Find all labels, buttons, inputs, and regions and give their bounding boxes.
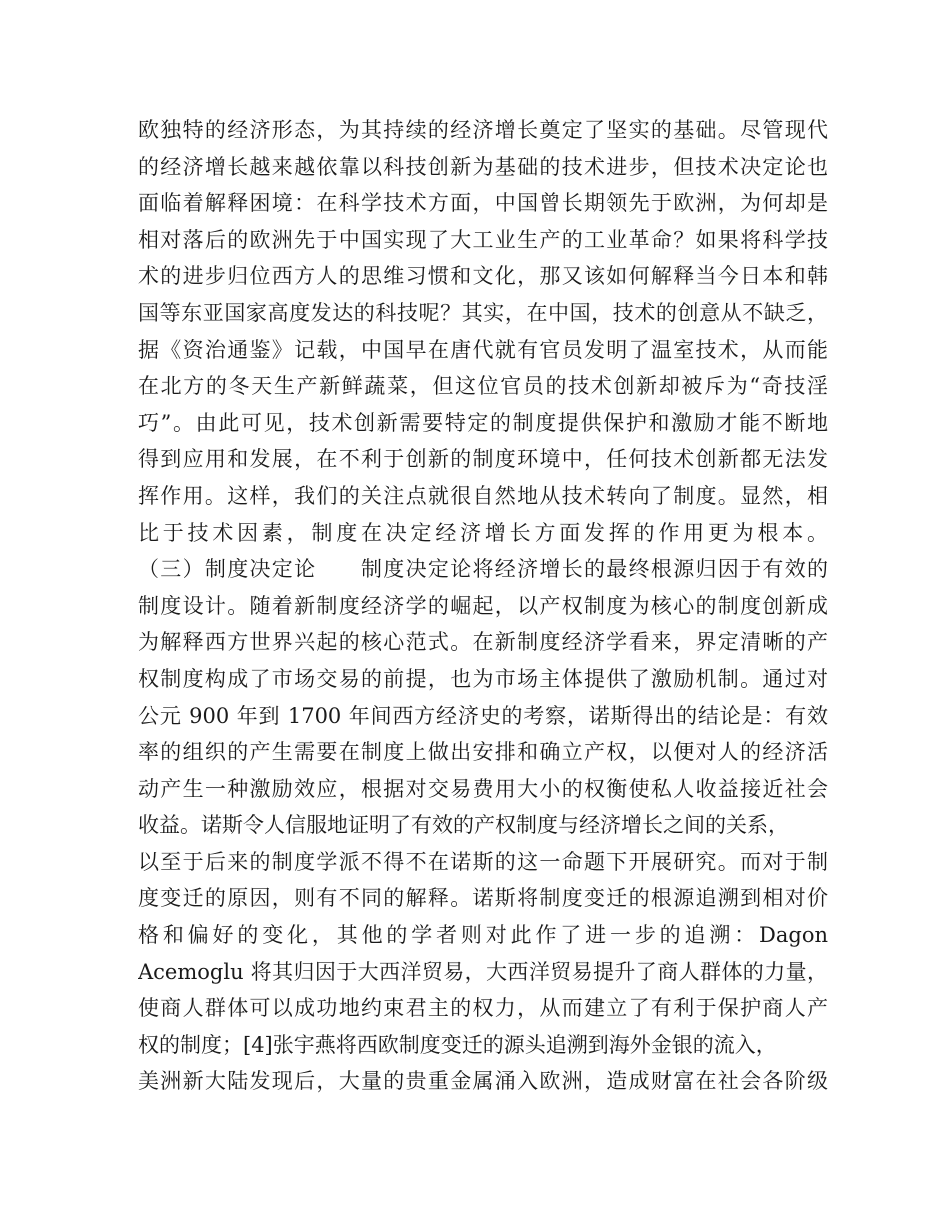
text-line: 术的进步归位西方人的思维习惯和文化，那又该如何解释当今日本和韩 [138, 264, 828, 289]
text-line: 权制度构成了市场交易的前提，也为市场主体提供了激励机制。通过对 [138, 666, 828, 691]
text-line: 公元 900 年到 1700 年间西方经济史的考察，诺斯得出的结论是：有效 [138, 703, 828, 728]
text-line: 在北方的冬天生产新鲜蔬菜，但这位官员的技术创新却被斥为“奇技淫 [138, 374, 828, 399]
text-line: 美洲新大陆发现后，大量的贵重金属涌入欧洲，造成财富在社会各阶级 [138, 1069, 828, 1094]
text-line: 使商人群体可以成功地约束君主的权力，从而建立了有利于保护商人产 [138, 996, 828, 1021]
text-line: （三）制度决定论 制度决定论将经济增长的最终根源归因于有效的 [138, 557, 828, 582]
text-line: 得到应用和发展，在不利于创新的制度环境中，任何技术创新都无法发 [138, 447, 828, 472]
text-line: 率的组织的产生需要在制度上做出安排和确立产权，以便对人的经济活 [138, 740, 828, 765]
text-line: 面临着解释困境：在科学技术方面，中国曾长期领先于欧洲，为何却是 [138, 191, 828, 216]
text-line: 格和偏好的变化，其他的学者则对此作了进一步的追溯：Dagon [138, 923, 828, 948]
text-line: 比于技术因素，制度在决定经济增长方面发挥的作用更为根本。 [138, 520, 828, 545]
text-line: 挥作用。这样，我们的关注点就很自然地从技术转向了制度。显然，相 [138, 483, 828, 508]
text-line: 以至于后来的制度学派不得不在诺斯的这一命题下开展研究。而对于制 [138, 849, 828, 874]
text-line: 收益。诺斯令人信服地证明了有效的产权制度与经济增长之间的关系， [138, 813, 789, 838]
text-line: 度变迁的原因，则有不同的解释。诺斯将制度变迁的根源追溯到相对价 [138, 886, 828, 911]
text-line: Acemoglu 将其归因于大西洋贸易，大西洋贸易提升了商人群体的力量， [138, 959, 828, 984]
text-line: 动产生一种激励效应，根据对交易费用大小的权衡使私人收益接近社会 [138, 776, 828, 801]
text-line: 制度设计。随着新制度经济学的崛起，以产权制度为核心的制度创新成 [138, 593, 828, 618]
text-line: 为解释西方世界兴起的核心范式。在新制度经济学看来，界定清晰的产 [138, 630, 828, 655]
text-line: 权的制度；[4]张宇燕将西欧制度变迁的源头追溯到海外金银的流入， [138, 1032, 777, 1057]
text-line: 国等东亚国家高度发达的科技呢？其实，在中国，技术的创意从不缺乏， [138, 300, 828, 325]
text-line: 相对落后的欧洲先于中国实现了大工业生产的工业革命？如果将科学技 [138, 227, 828, 252]
text-line: 欧独特的经济形态，为其持续的经济增长奠定了坚实的基础。尽管现代 [138, 118, 828, 142]
text-line: 巧”。由此可见，技术创新需要特定的制度提供保护和激励才能不断地 [138, 410, 828, 435]
body-text [138, 112, 828, 1100]
text-line: 的经济增长越来越依靠以科技创新为基础的技术进步，但技术决定论也 [138, 154, 828, 179]
text-line: 据《资治通鉴》记载，中国早在唐代就有官员发明了温室技术，从而能 [138, 337, 828, 362]
